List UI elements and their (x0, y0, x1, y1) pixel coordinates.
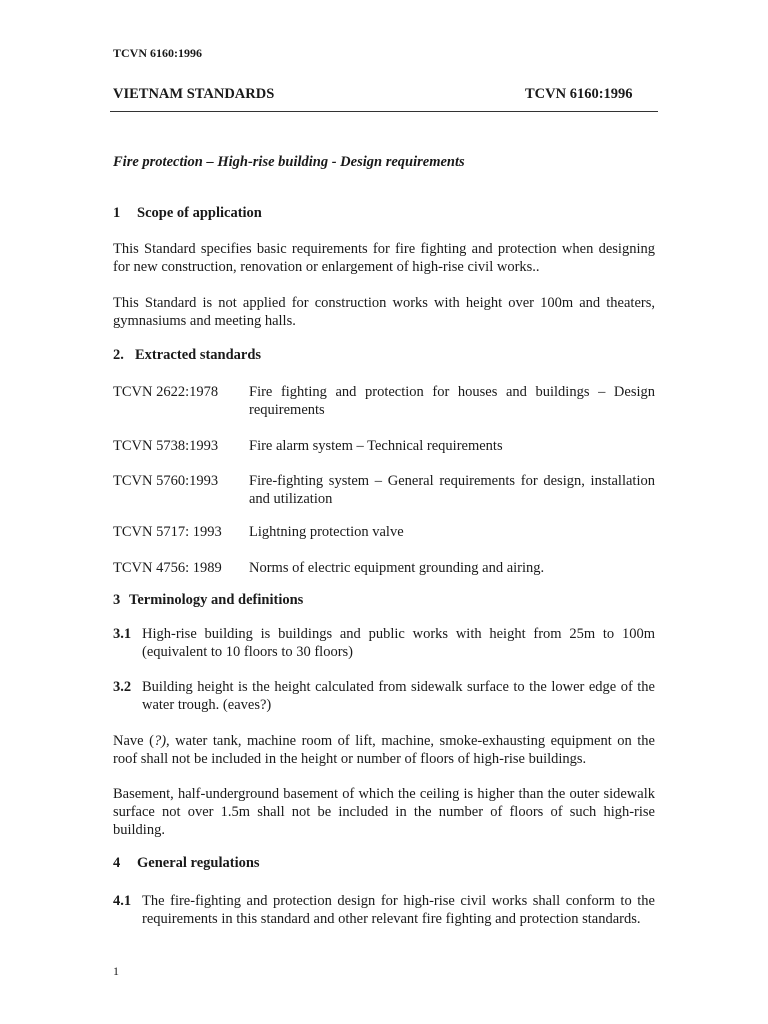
reference-code: TCVN 5738:1993 (113, 438, 219, 454)
reference-code: TCVN 2622:1978 (113, 384, 219, 400)
section-number: 2. (113, 347, 124, 363)
scope-paragraph-1: This Standard specifies basic requirements for fire fighting and protection when designing for new construction, renovation or enlargement of high-rise civil works.. (113, 241, 655, 275)
reference-title: Fire-fighting system – General requirements for design, installation and utilization (249, 473, 655, 507)
nave-text-rest: , water tank, machine room of lift, machine, smoke-exhausting equipment on the roof shall not be included in the height or number of floors of high-rise buildings. (113, 733, 655, 767)
nave-text-start: Nave ( (113, 733, 154, 749)
header-standard-code: TCVN 6160:1996 (525, 86, 633, 102)
regulation-text: The fire-fighting and protection design for high-rise civil works shall conform to the requirements in this standard and other relevant fire fighting and protection standards. (142, 893, 655, 927)
section-number: 3 (113, 592, 121, 608)
running-header-code: TCVN 6160:1996 (113, 46, 202, 60)
reference-code: TCVN 4756: 1989 (113, 560, 222, 576)
definition-number: 3.2 (113, 679, 132, 695)
reference-title: Norms of electric equipment grounding and airing. (249, 560, 545, 576)
section-number: 4 (113, 855, 121, 871)
section-heading-3 (113, 592, 303, 609)
regulation-number: 4.1 (113, 893, 132, 909)
page-number: 1 (113, 964, 119, 978)
header-organization: VIETNAM STANDARDS (113, 86, 275, 102)
nave-paragraph (113, 732, 655, 768)
section-title: Extracted standards (135, 347, 262, 363)
section-title: Scope of application (137, 205, 262, 221)
basement-paragraph: Basement, half-underground basement of which the ceiling is higher than the outer sidewalk surface not over 1.5m shall not be included in the number of floors of such high-rise building. (113, 786, 655, 838)
section-title: General regulations (137, 855, 260, 871)
document-title: Fire protection – High-rise building - Design requirements (113, 154, 465, 170)
section-heading-4 (113, 855, 260, 872)
definition-text: High-rise building is buildings and public works with height from 25m to 100m (equivalent to 10 floors to 30 floors) (142, 626, 655, 660)
section-number: 1 (113, 205, 121, 221)
reference-title: Lightning protection valve (249, 524, 404, 540)
section-heading-1 (113, 205, 262, 222)
scope-paragraph-2: This Standard is not applied for construction works with height over 100m and theaters, gymnasiums and meeting halls. (113, 295, 655, 329)
definition-text: Building height is the height calculated from sidewalk surface to the lower edge of the water trough. (eaves?) (142, 679, 655, 713)
section-heading-2 (113, 347, 261, 364)
reference-code: TCVN 5717: 1993 (113, 524, 222, 540)
reference-title: Fire alarm system – Technical requirements (249, 438, 503, 454)
reference-code: TCVN 5760:1993 (113, 473, 219, 489)
nave-query: ?) (153, 733, 167, 749)
reference-title: Fire fighting and protection for houses and buildings – Design requirements (249, 384, 655, 418)
definition-number: 3.1 (113, 626, 132, 642)
section-title: Terminology and definitions (129, 592, 304, 608)
header-rule (110, 111, 658, 112)
